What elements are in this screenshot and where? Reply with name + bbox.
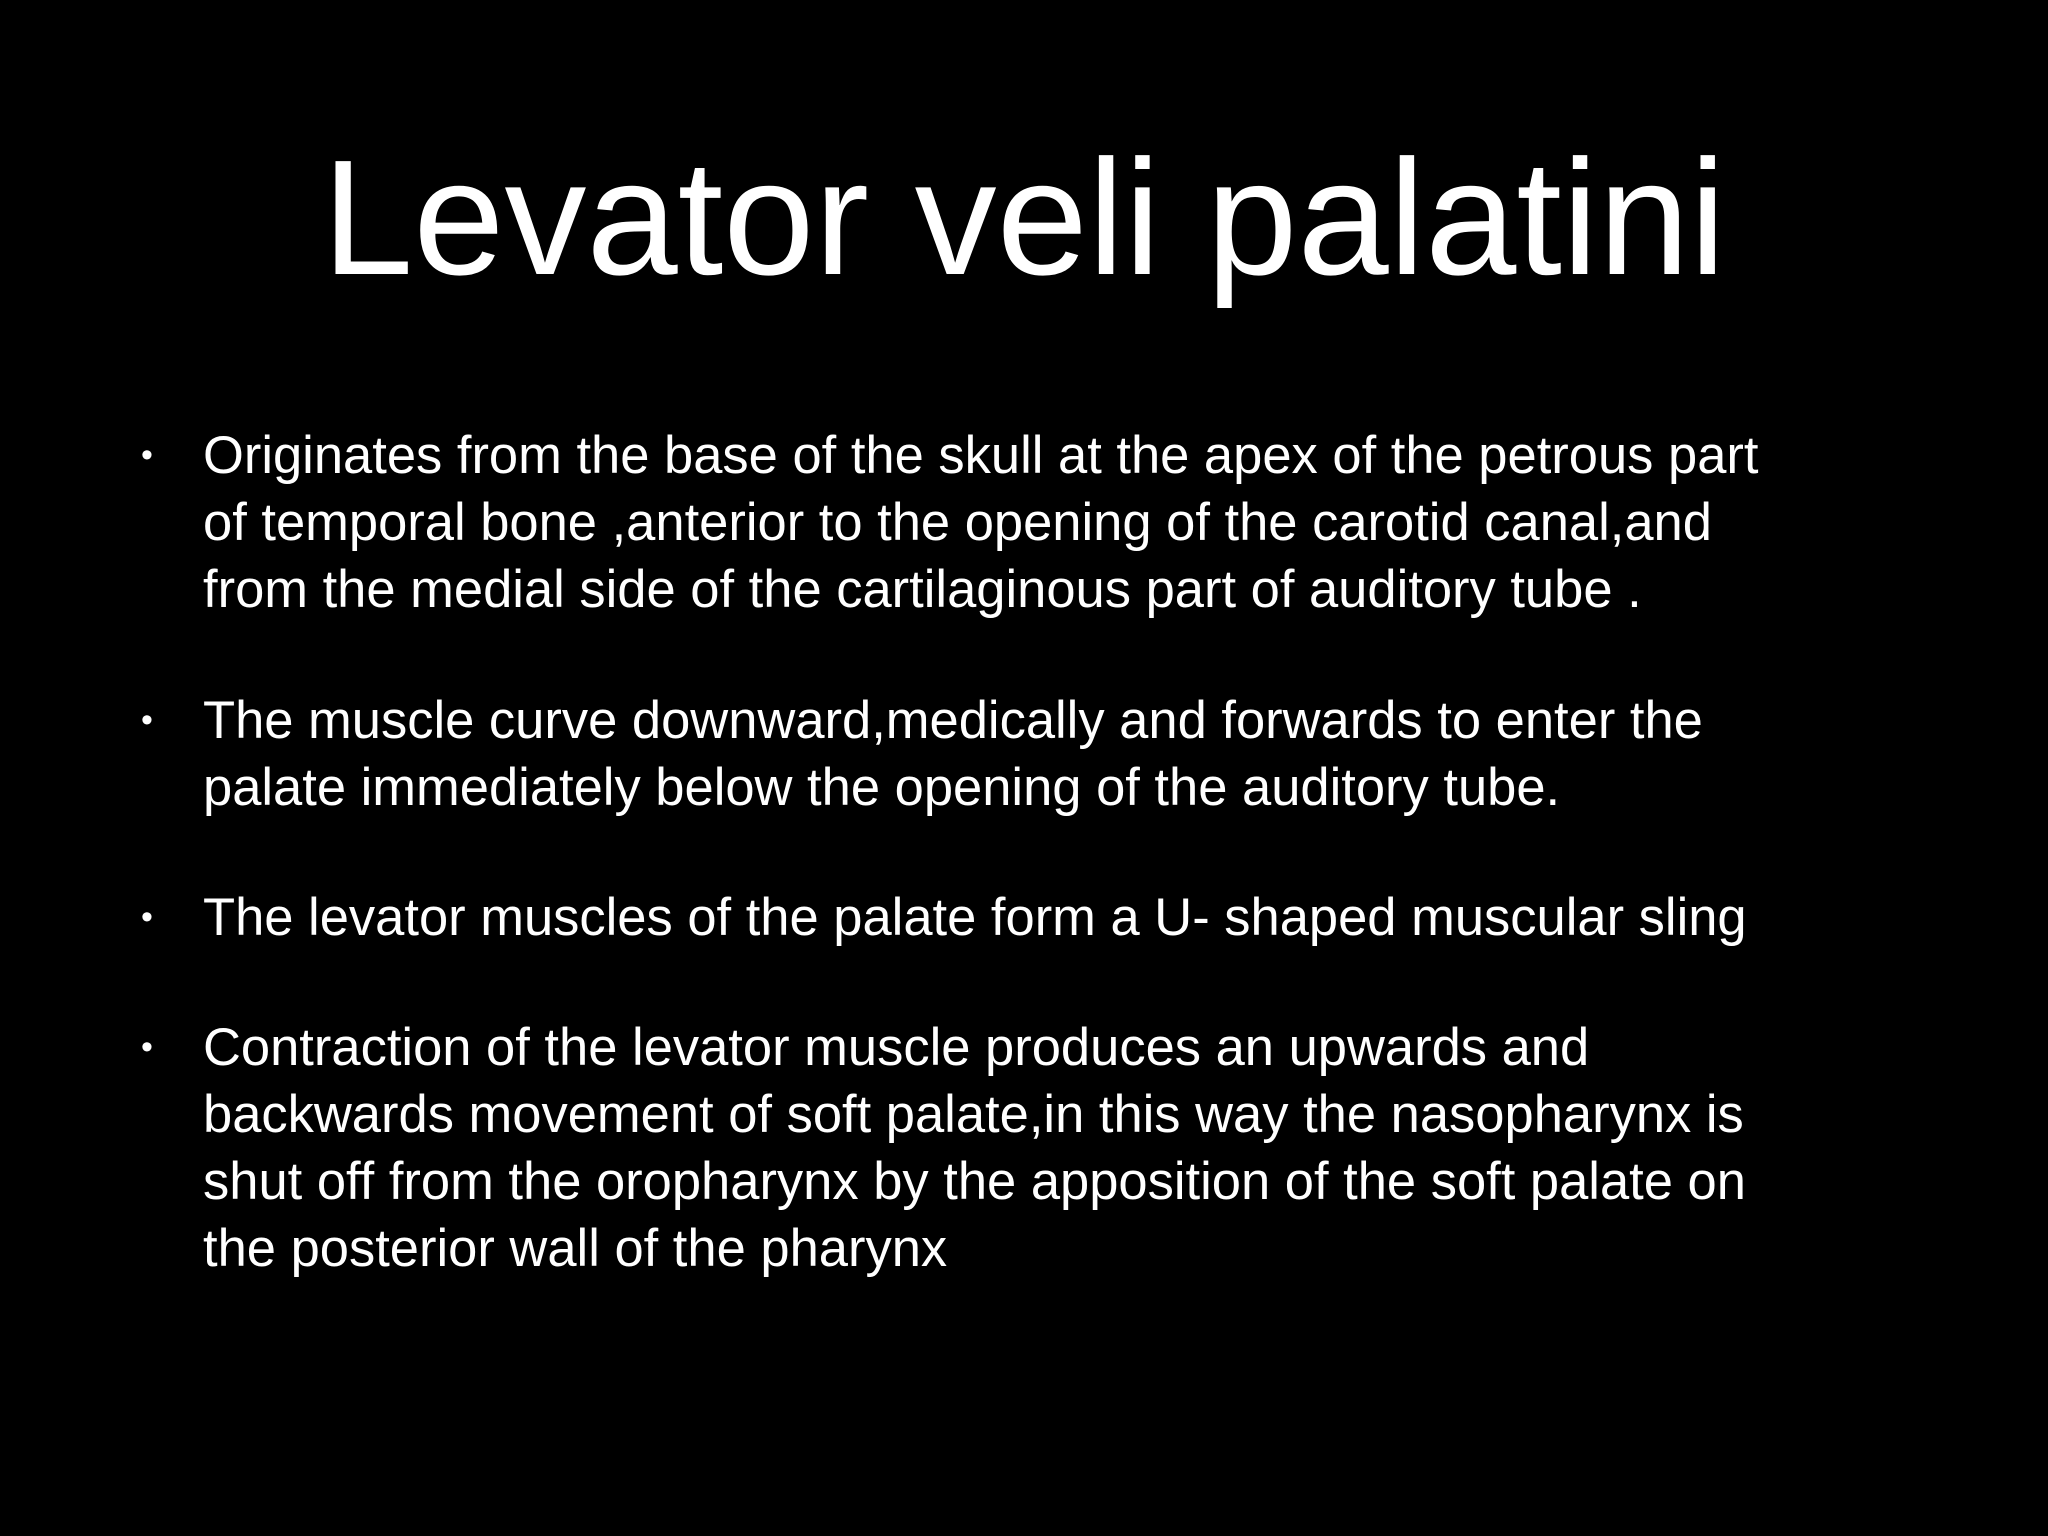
bullet-item: [141, 687, 1903, 821]
bullet-item: [141, 422, 1903, 623]
bullet-line: of temporal bone ,anterior to the opening of the carotid canal,and: [203, 493, 1712, 552]
bullet-line: The levator muscles of the palate form a U- shaped muscular sling: [203, 888, 1747, 947]
bullet-line: Contraction of the levator muscle produces an upwards and: [203, 1018, 1590, 1077]
bullet-marker: •: [141, 898, 153, 936]
bullet-line: palate immediately below the opening of the auditory tube.: [203, 758, 1561, 817]
bullet-marker: •: [141, 436, 153, 474]
bullet-marker: •: [141, 701, 153, 739]
bullet-line: shut off from the oropharynx by the apposition of the soft palate on: [203, 1152, 1746, 1211]
bullet-line: The muscle curve downward,medically and forwards to enter the: [203, 691, 1703, 750]
bullet-line: Originates from the base of the skull at the apex of the petrous part: [203, 426, 1759, 485]
slide-title: Levator veli palatini: [322, 126, 1726, 309]
bullet-line: from the medial side of the cartilaginous part of auditory tube .: [203, 560, 1642, 619]
bullet-item: [141, 884, 1903, 951]
bullet-line: the posterior wall of the pharynx: [203, 1219, 948, 1278]
bullet-line: backwards movement of soft palate,in this way the nasopharynx is: [203, 1085, 1744, 1144]
bullet-marker: •: [141, 1028, 153, 1066]
bullet-item: [141, 1014, 1903, 1282]
